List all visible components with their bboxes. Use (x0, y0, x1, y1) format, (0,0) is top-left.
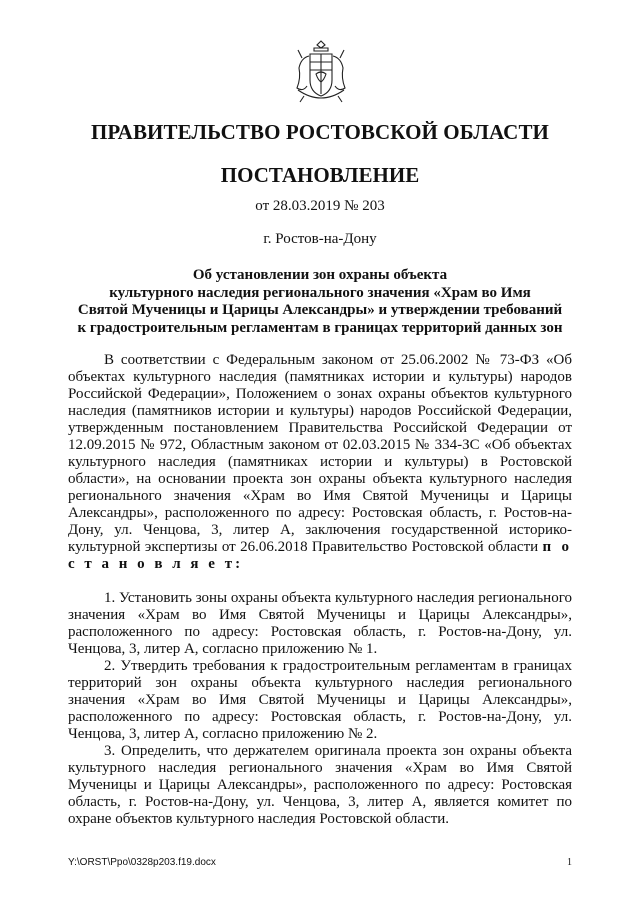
item-paragraph-1: 1. Установить зоны охраны объекта культурного наследия регионального значения «Храм во Имя Святой Мученицы и Царицы Александры», расположенного по адресу: Ростовская область, г. Ростов-на-Дону, ул. Ченцова, 3, литер А, согласно приложению № 1. (68, 590, 572, 657)
title-line: Святой Мученицы и Царицы Александры» и утверждении требований (77, 302, 563, 318)
resolves-word: п о с т а н о в л я е т: (68, 539, 573, 572)
footer-file-path: Y:\ORST\Ppo\0328p203.f19.docx (68, 857, 216, 868)
document-body (68, 352, 572, 828)
preamble-paragraph (68, 352, 572, 573)
page-number: 1 (567, 857, 572, 868)
date-number-line: от 28.03.2019 № 203 (255, 198, 385, 214)
preamble-text: В соответствии с Федеральным законом от 25.06.2002 № 73-ФЗ «Об объектах культурного наследия (памятниках истории и культуры) народов Российской Федерации», Положением о зонах охраны объектов культурного наследия (памятников истории и культуры) народов Российской Федерации, утвержденным постановлением Правительства Российской Федерации от 12.09.2015 № 972, Областным законом от 02.03.2015 № 334-ЗС «Об объектах культурного наследия (памятниках истории и культуры) в Ростовской области», на основании проекта зон охраны объекта культурного наследия регионального значения «Храм во Имя Святой Мученицы и Царицы Александры», расположенного по адресу: Ростовская область, г. Ростов-на-Дону, ул. Ченцова, 3, литер А, заключения государственной историко-культурной экспертизы от 26.06.2018 Правительство Ростовской области (68, 352, 572, 555)
document-title (0, 267, 640, 337)
title-line: Об установлении зон охраны объекта (192, 267, 448, 283)
coat-of-arms-emblem-icon (290, 38, 352, 106)
item-paragraph-3: 3. Определить, что держателем оригинала проекта зон охраны объекта культурного наследия регионального значения «Храм во Имя Святой Мученицы и Царицы Александры», расположенного по адресу: Ростовская область, г. Ростов-на-Дону, ул. Ченцова, 3, литер А, является комитет по охране объектов культурного наследия Ростовской области. (68, 743, 572, 827)
item-paragraph-2: 2. Утвердить требования к градостроительным регламентам в границах территорий зон охраны объекта культурного наследия регионального значения «Храм во Имя Святой Мученицы и Царицы Александры», расположенного по адресу: Ростовская область, г. Ростов-на-Дону, ул. Ченцова, 3, литер А, согласно приложению № 2. (68, 658, 572, 742)
title-line: культурного наследия регионального значения «Храм во Имя (109, 284, 531, 301)
document-type-heading: ПОСТАНОВЛЕНИЕ (220, 163, 420, 187)
organization-heading: ПРАВИТЕЛЬСТВО РОСТОВСКОЙ ОБЛАСТИ (91, 120, 549, 144)
title-line: к градостроительным регламентам в границах территорий данных зон (77, 319, 563, 336)
city-line: г. Ростов-на-Дону (263, 231, 377, 247)
